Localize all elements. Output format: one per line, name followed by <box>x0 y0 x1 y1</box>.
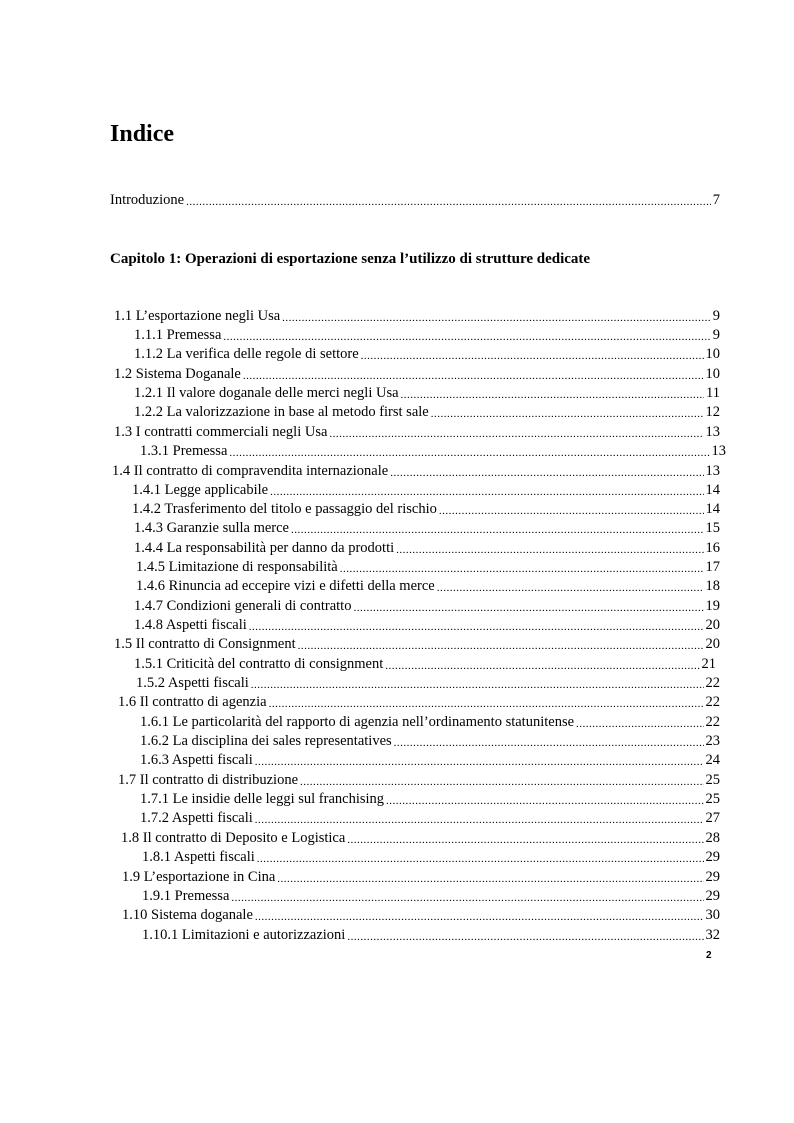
toc-entry-page: 22 <box>705 694 720 710</box>
toc-entry-label: 1.6.2 La disciplina dei sales representatives <box>140 733 392 749</box>
toc-entry-page: 24 <box>705 752 720 768</box>
toc-entry-label: 1.4.7 Condizioni generali di contratto <box>134 598 352 614</box>
dot-leader <box>270 485 703 499</box>
page-number: 2 <box>706 950 712 961</box>
toc-entry <box>136 558 720 576</box>
toc-entry-label: 1.4.4 La responsabilità per danno da prodotti <box>134 540 395 556</box>
toc-entry-page: 32 <box>705 927 720 943</box>
toc-entry <box>118 693 720 711</box>
toc-entry <box>136 577 720 595</box>
toc-entry-page: 22 <box>705 714 720 730</box>
dot-leader <box>223 330 710 344</box>
toc-entry-page: 21 <box>701 656 716 672</box>
toc-entry-page: 15 <box>705 520 720 536</box>
toc-entry <box>134 519 720 537</box>
toc-entry <box>134 345 720 363</box>
toc-entry <box>132 481 720 499</box>
dot-leader <box>437 581 704 595</box>
toc-entry-label: 1.10 Sistema doganale <box>122 907 253 923</box>
toc-entry-page: 19 <box>705 598 720 614</box>
toc-entry <box>134 597 720 615</box>
toc-entry-label: 1.7.2 Aspetti fiscali <box>140 810 253 826</box>
toc-entry-label: 1.9 L’esportazione in Cina <box>122 869 276 885</box>
toc-entry-label: 1.3.1 Premessa <box>140 443 228 459</box>
toc-entry-page: 14 <box>705 501 720 517</box>
dot-leader <box>255 910 704 924</box>
toc-entry-label: 1.6.1 Le particolarità del rapporto di agenzia nell’ordinamento statunitense <box>140 714 575 730</box>
toc-entry <box>136 674 720 692</box>
dot-leader <box>300 775 703 789</box>
toc-entry-page: 10 <box>705 366 720 382</box>
toc-entry-label: 1.10.1 Limitazioni e autorizzazioni <box>142 927 346 943</box>
toc-entry-label: 1.2 Sistema Doganale <box>114 366 241 382</box>
dot-leader <box>249 620 704 634</box>
toc-entry-label: 1.6 Il contratto di agenzia <box>118 694 267 710</box>
toc-entry-page: 10 <box>705 346 720 362</box>
toc-entry-label: 1.1 L’esportazione negli Usa <box>114 308 281 324</box>
toc-entry-label: 1.4 Il contratto di compravendita internazionale <box>112 463 389 479</box>
toc-entry-page: 17 <box>705 559 720 575</box>
dot-leader <box>298 639 704 653</box>
toc-entry <box>140 751 720 769</box>
dot-leader <box>347 930 703 944</box>
toc-entry <box>118 771 720 789</box>
dot-leader <box>390 466 703 480</box>
toc-entry-page: 9 <box>712 327 720 343</box>
toc-entry <box>140 732 720 750</box>
dot-leader <box>291 523 704 537</box>
toc-entry <box>140 790 720 808</box>
toc-entry <box>112 462 720 480</box>
dot-leader <box>255 755 704 769</box>
dot-leader <box>229 446 709 460</box>
toc-entry-page: 12 <box>705 404 720 420</box>
toc-entry <box>132 500 720 518</box>
toc-entry-page: 20 <box>705 636 720 652</box>
dot-leader <box>576 717 703 731</box>
dot-leader <box>394 736 704 750</box>
toc-entry-page: 25 <box>705 791 720 807</box>
toc-entry-page: 27 <box>705 810 720 826</box>
toc-entry <box>121 829 720 847</box>
dot-leader <box>439 504 704 518</box>
toc-entry-page: 28 <box>705 830 720 846</box>
toc-entry-label: 1.4.3 Garanzie sulla merce <box>134 520 289 536</box>
dot-leader <box>396 543 703 557</box>
toc-entry-page: 13 <box>705 424 720 440</box>
toc-entry-label: 1.4.6 Rinuncia ad eccepire vizi e difetti della merce <box>136 578 435 594</box>
toc-entry-label: 1.4.1 Legge applicabile <box>132 482 269 498</box>
toc-entry <box>114 307 720 325</box>
toc-entry <box>140 713 720 731</box>
toc-entry-label: 1.5.2 Aspetti fiscali <box>136 675 249 691</box>
toc-entry <box>114 635 720 653</box>
dot-leader <box>431 407 704 421</box>
toc-entry <box>122 906 720 924</box>
toc-entry <box>134 403 720 421</box>
toc-entry-page: 29 <box>705 888 720 904</box>
toc-entry <box>142 848 720 866</box>
dot-leader <box>282 311 711 325</box>
toc-entry-label: 1.8.1 Aspetti fiscali <box>142 849 255 865</box>
toc-entry-page: 9 <box>712 308 720 324</box>
dot-leader <box>251 678 704 692</box>
dot-leader <box>329 427 703 441</box>
toc-entry-label: 1.2.2 La valorizzazione in base al metodo first sale <box>134 404 429 420</box>
toc-entry <box>134 616 720 634</box>
dot-leader <box>231 891 703 905</box>
toc-entry-label: Introduzione <box>110 192 185 208</box>
toc-entry <box>134 326 720 344</box>
toc-entry-page: 20 <box>705 617 720 633</box>
dot-leader <box>361 349 704 363</box>
toc-entry-page: 13 <box>705 463 720 479</box>
toc-entry-page: 11 <box>706 385 720 401</box>
toc-entry-label: 1.5.1 Criticità del contratto di consignment <box>134 656 384 672</box>
dot-leader <box>255 813 704 827</box>
dot-leader <box>269 697 704 711</box>
toc-entry <box>114 365 720 383</box>
page-title: Indice <box>110 121 175 147</box>
toc-entry-label: 1.4.8 Aspetti fiscali <box>134 617 247 633</box>
toc-entry <box>140 809 720 827</box>
toc-entry-page: 25 <box>705 772 720 788</box>
dot-leader <box>186 195 711 209</box>
toc-entry-label: 1.5 Il contratto di Consignment <box>114 636 296 652</box>
toc-entry-page: 29 <box>705 869 720 885</box>
toc-entry-label: 1.9.1 Premessa <box>142 888 230 904</box>
toc-entry-page: 30 <box>705 907 720 923</box>
toc-entry-label: 1.8 Il contratto di Deposito e Logistica <box>121 830 346 846</box>
toc-entry-page: 16 <box>705 540 720 556</box>
toc-entry-label: 1.4.5 Limitazione di responsabilità <box>136 559 338 575</box>
toc-entry-page: 14 <box>705 482 720 498</box>
toc-entry-label: 1.7 Il contratto di distribuzione <box>118 772 299 788</box>
dot-leader <box>277 872 703 886</box>
dot-leader <box>385 659 699 673</box>
toc-entry <box>114 423 720 441</box>
toc-entry <box>134 384 720 402</box>
dot-leader <box>353 601 703 615</box>
dot-leader <box>386 794 703 808</box>
dot-leader <box>340 562 704 576</box>
toc-entry <box>134 539 720 557</box>
toc-entry-label: 1.4.2 Trasferimento del titolo e passaggio del rischio <box>132 501 437 517</box>
toc-entry <box>142 887 720 905</box>
toc-entry-page: 29 <box>705 849 720 865</box>
dot-leader <box>347 833 703 847</box>
dot-leader <box>257 852 704 866</box>
toc-entry-label: 1.7.1 Le insidie delle leggi sul franchising <box>140 791 385 807</box>
toc-entry-page: 23 <box>705 733 720 749</box>
dot-leader <box>243 369 704 383</box>
toc-entry <box>140 442 726 460</box>
toc-entry-label: 1.1.2 La verifica delle regole di settore <box>134 346 359 362</box>
toc-entry-label: 1.3 I contratti commerciali negli Usa <box>114 424 328 440</box>
toc-entry-label: 1.6.3 Aspetti fiscali <box>140 752 253 768</box>
toc-entry-page: 18 <box>705 578 720 594</box>
toc-entry-page: 22 <box>705 675 720 691</box>
toc-entry-label: 1.2.1 Il valore doganale delle merci negli Usa <box>134 385 399 401</box>
toc-entry <box>134 655 716 673</box>
toc-entry-page: 7 <box>712 192 720 208</box>
toc-entry-label: 1.1.1 Premessa <box>134 327 222 343</box>
chapter-heading: Capitolo 1: Operazioni di esportazione senza l’utilizzo di strutture dedicate <box>110 251 591 267</box>
toc-entry-introduzione <box>110 191 720 209</box>
toc-entry-page: 13 <box>711 443 726 459</box>
toc-entry <box>142 926 720 944</box>
toc-entry <box>122 868 720 886</box>
dot-leader <box>401 388 705 402</box>
